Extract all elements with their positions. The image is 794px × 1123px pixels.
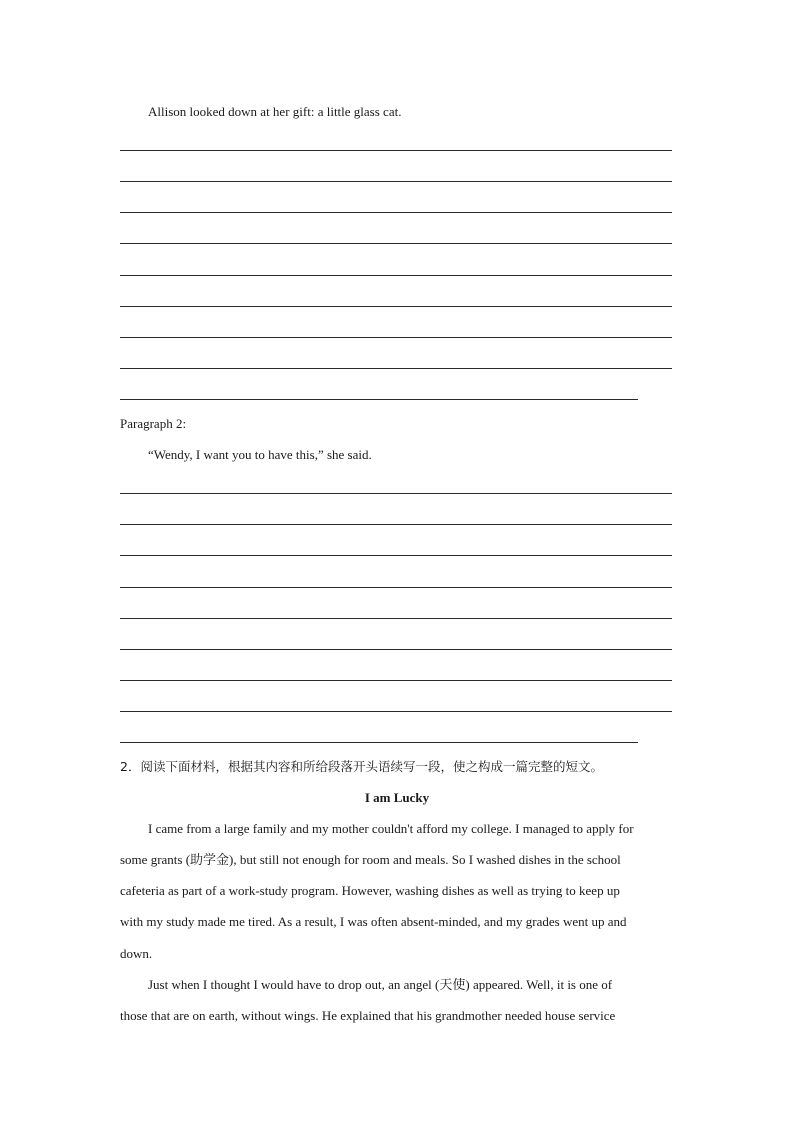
paragraph-1-prompt: Allison looked down at her gift: a little glass cat. xyxy=(148,104,402,119)
writing-line xyxy=(120,306,672,307)
passage-line: down. xyxy=(120,946,153,961)
writing-line xyxy=(120,368,672,369)
writing-line xyxy=(120,555,672,556)
writing-line xyxy=(120,742,638,743)
writing-line xyxy=(120,680,672,681)
writing-line xyxy=(120,618,672,619)
question-2-instruction: 2．阅读下面材料，根据其内容和所给段落开头语续写一段，使之构成一篇完整的短文。 xyxy=(120,759,603,774)
paragraph-2-prompt: “Wendy, I want you to have this,” she said. xyxy=(148,447,372,462)
passage-line: cafeteria as part of a work-study program. However, washing dishes as well as trying to keep up xyxy=(120,883,620,898)
passage-title: I am Lucky xyxy=(364,790,430,805)
passage-line: I came from a large family and my mother couldn't afford my college. I managed to apply for xyxy=(148,821,634,836)
writing-line xyxy=(120,587,672,588)
writing-line xyxy=(120,524,672,525)
writing-line xyxy=(120,399,638,400)
writing-line xyxy=(120,337,672,338)
writing-line xyxy=(120,711,672,712)
writing-line xyxy=(120,243,672,244)
passage-line: some grants (助学金), but still not enough for room and meals. So I washed dishes in the school xyxy=(120,852,621,867)
passage-line: those that are on earth, without wings. He explained that his grandmother needed house service xyxy=(120,1008,616,1023)
writing-line xyxy=(120,275,672,276)
writing-line xyxy=(120,493,672,494)
writing-line xyxy=(120,150,672,151)
writing-line xyxy=(120,212,672,213)
writing-line xyxy=(120,649,672,650)
passage-line: with my study made me tired. As a result, I was often absent-minded, and my grades went up and xyxy=(120,914,627,929)
passage-line: Just when I thought I would have to drop out, an angel (天使) appeared. Well, it is one of xyxy=(148,977,613,992)
writing-line xyxy=(120,181,672,182)
paragraph-2-heading: Paragraph 2: xyxy=(120,416,187,431)
